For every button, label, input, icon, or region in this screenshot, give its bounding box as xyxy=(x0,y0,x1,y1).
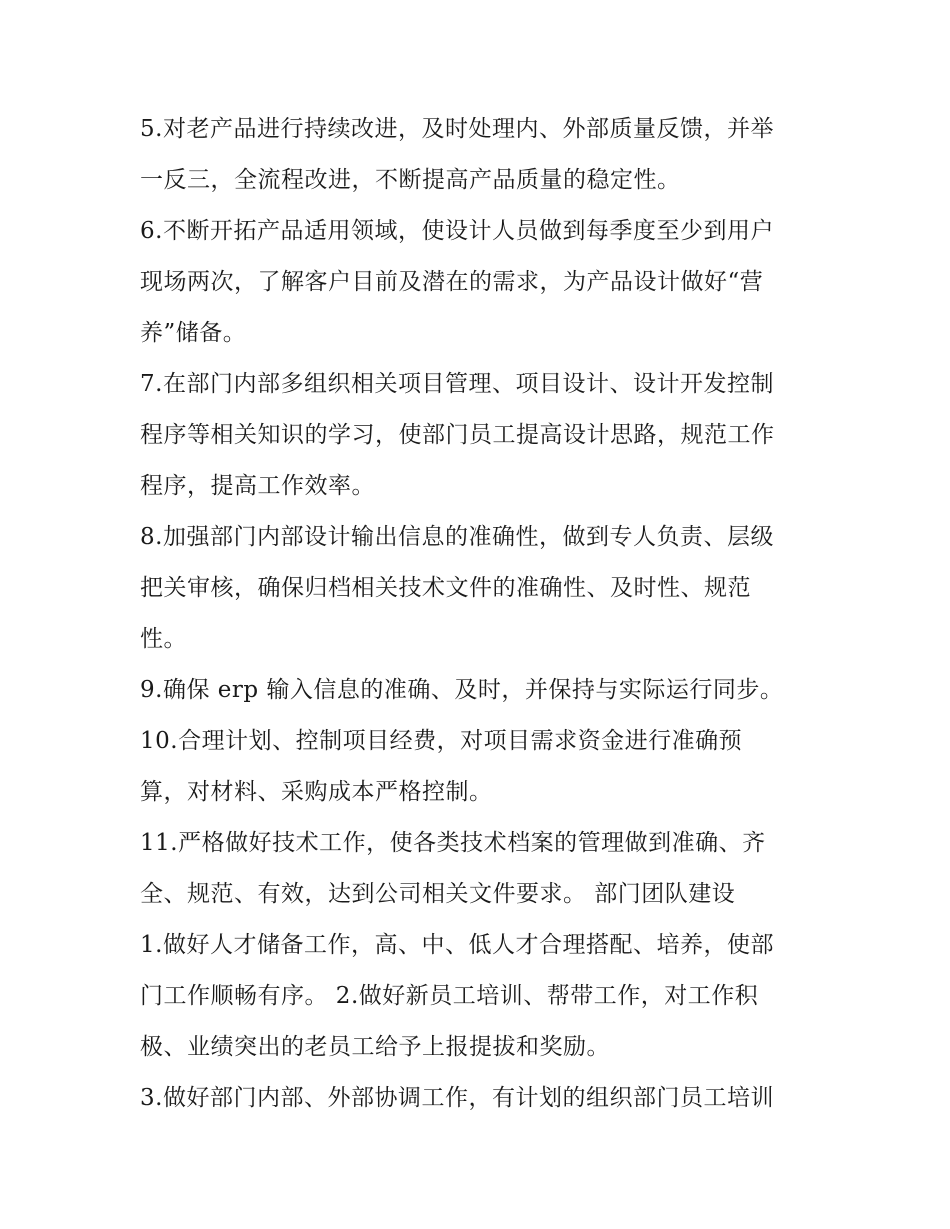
text-line: 门工作顺畅有序。 2.做好新员工培训、帮带工作，对工作积 xyxy=(140,983,759,1009)
text-line: 8.加强部门内部设计输出信息的准确性，做到专人负责、层级 xyxy=(140,524,774,550)
text-line: 5.对老产品进行持续改进，及时处理内、外部质量反馈，并举 xyxy=(140,116,774,142)
text-line: 11.严格做好技术工作，使各类技术档案的管理做到准确、齐 xyxy=(140,830,766,856)
text-line: 现场两次，了解客户目前及潜在的需求，为产品设计做好“营 xyxy=(140,269,764,295)
text-line: 养”储备。 xyxy=(140,320,247,346)
text-line: 把关审核，确保归档相关技术文件的准确性、及时性、规范 xyxy=(140,575,751,601)
text-line: 3.做好部门内部、外部协调工作，有计划的组织部门员工培训 xyxy=(140,1085,774,1111)
text-line: 一反三，全流程改进，不断提高产品质量的稳定性。 xyxy=(140,167,681,193)
document-body xyxy=(140,104,820,1124)
text-line: 算，对材料、采购成本严格控制。 xyxy=(140,779,493,805)
text-line: 性。 xyxy=(140,626,187,652)
text-line: 1.做好人才储备工作，高、中、低人才合理搭配、培养，使部 xyxy=(140,932,774,958)
text-line: 程序，提高工作效率。 xyxy=(140,473,375,499)
text-line: 10.合理计划、控制项目经费，对项目需求资金进行准确预 xyxy=(140,728,743,754)
text-line: 9.确保 erp 输入信息的准确、及时，并保持与实际运行同步。 xyxy=(140,677,784,703)
text-line: 程序等相关知识的学习，使部门员工提高设计思路，规范工作 xyxy=(140,422,775,448)
text-line: 全、规范、有效，达到公司相关文件要求。 部门团队建设 xyxy=(140,881,736,907)
text-line: 6.不断开拓产品适用领域，使设计人员做到每季度至少到用户 xyxy=(140,218,774,244)
text-line: 7.在部门内部多组织相关项目管理、项目设计、设计开发控制 xyxy=(140,371,774,397)
text-line: 极、业绩突出的老员工给予上报提拔和奖励。 xyxy=(140,1034,610,1060)
